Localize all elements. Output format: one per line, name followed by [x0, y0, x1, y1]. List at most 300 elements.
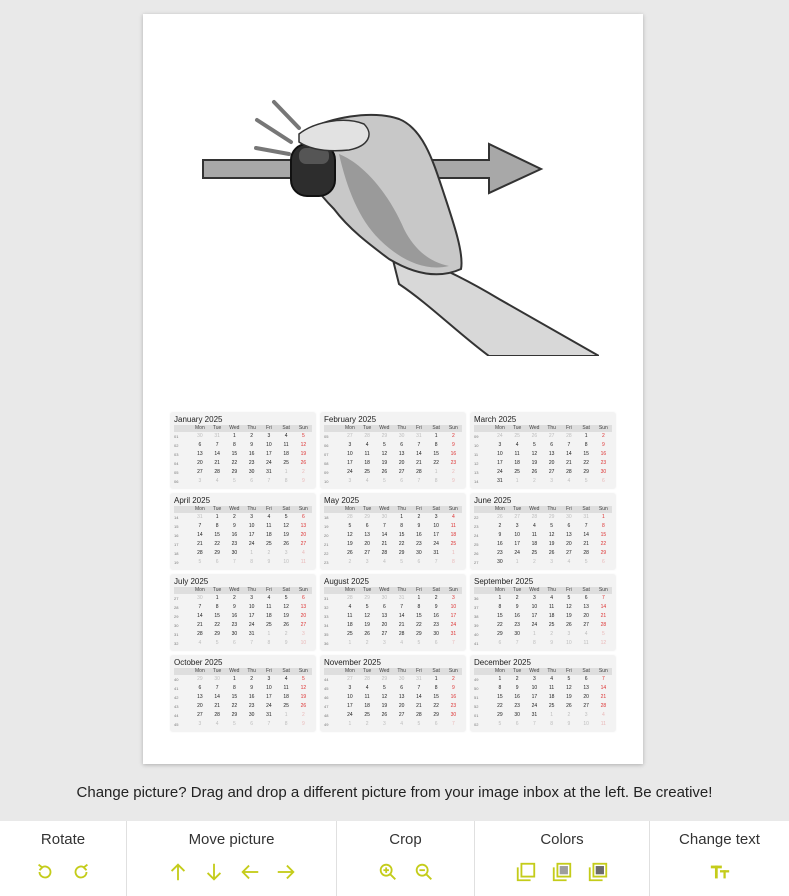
- week-row: [474, 459, 612, 468]
- day-cell: 8: [451, 559, 455, 565]
- day-cell: 27: [197, 712, 203, 718]
- day-cell: 29: [364, 514, 370, 520]
- day-cell: 19: [300, 694, 307, 700]
- day-cell: 9: [250, 442, 254, 448]
- week-number: 32: [174, 641, 179, 646]
- day-cell: 8: [250, 559, 254, 565]
- week-number: 05: [324, 434, 329, 439]
- week-number: 25: [474, 542, 479, 547]
- day-cell: 20: [364, 541, 370, 547]
- day-cell: 18: [514, 460, 520, 466]
- day-cell: 17: [450, 613, 457, 619]
- day-cell: 5: [198, 559, 202, 565]
- week-number: 38: [474, 614, 479, 619]
- day-cell: 19: [300, 451, 307, 457]
- day-cell: 31: [266, 712, 272, 718]
- day-cell: 18: [364, 460, 370, 466]
- day-cell: 24: [248, 622, 255, 628]
- week-row: [474, 603, 612, 612]
- day-cell: 7: [515, 640, 519, 646]
- day-cell: 13: [398, 451, 405, 457]
- week-row: [324, 432, 462, 441]
- day-cell: 6: [434, 640, 438, 646]
- weekday-header: Sat: [278, 506, 295, 513]
- day-cell: 2: [567, 712, 571, 718]
- weekday-header: Sun: [445, 668, 462, 675]
- week-number: 49: [474, 677, 479, 682]
- day-cell: 3: [532, 676, 536, 682]
- month-block: [471, 413, 615, 488]
- weekday-header: Sat: [428, 506, 445, 513]
- weekday-header: Tue: [359, 425, 376, 432]
- color-gray-frame-icon[interactable]: [549, 859, 575, 885]
- weekday-header: Sat: [578, 668, 595, 675]
- day-cell: 30: [566, 514, 572, 520]
- weekday-header: Thu: [243, 668, 260, 675]
- week-row: [174, 693, 312, 702]
- week-row: [474, 477, 612, 486]
- day-cell: 15: [398, 532, 405, 538]
- day-cell: 30: [197, 595, 203, 601]
- day-cell: 19: [283, 613, 289, 619]
- move-picture-group: [127, 821, 337, 896]
- day-cell: 8: [434, 478, 438, 484]
- day-cell: 12: [600, 640, 607, 646]
- day-cell: 11: [283, 685, 289, 691]
- day-cell: 15: [583, 451, 589, 457]
- day-cell: 5: [232, 721, 236, 727]
- week-number: 45: [174, 722, 179, 727]
- weekday-header: Tue: [359, 587, 376, 594]
- day-cell: 29: [548, 514, 555, 520]
- week-number: 40: [474, 632, 479, 637]
- day-cell: 6: [250, 721, 254, 727]
- weekday-header: Sun: [445, 587, 462, 594]
- day-cell: 6: [250, 478, 254, 484]
- day-cell: 2: [451, 676, 455, 682]
- day-cell: 2: [250, 433, 254, 439]
- day-cell: 7: [584, 523, 588, 529]
- day-cell: 22: [214, 541, 220, 547]
- day-cell: 19: [381, 460, 388, 466]
- weekday-header: Thu: [543, 587, 560, 594]
- week-row: [174, 432, 312, 441]
- change-text-label: Change text: [679, 831, 760, 848]
- day-cell: 21: [416, 460, 422, 466]
- color-white-frame-icon[interactable]: [513, 859, 539, 885]
- weekday-header: Thu: [243, 506, 260, 513]
- day-cell: 8: [267, 640, 271, 646]
- week-number-header: [474, 587, 491, 594]
- rotate-left-icon[interactable]: [32, 859, 58, 885]
- day-cell: 2: [434, 595, 438, 601]
- day-cell: 6: [365, 523, 369, 529]
- week-number: 04: [174, 461, 179, 466]
- day-cell: 17: [433, 532, 439, 538]
- week-number: 40: [174, 677, 179, 682]
- day-cell: 7: [215, 685, 219, 691]
- day-cell: 10: [450, 604, 457, 610]
- day-cell: 24: [497, 469, 503, 475]
- day-cell: 2: [515, 676, 519, 682]
- month-block: [171, 494, 315, 569]
- day-cell: 8: [215, 604, 219, 610]
- day-cell: 16: [450, 694, 457, 700]
- day-cell: 27: [300, 541, 307, 547]
- weekday-header: Tue: [509, 425, 526, 432]
- day-cell: 27: [583, 622, 589, 628]
- month-title: July 2025: [174, 577, 209, 586]
- day-cell: 24: [347, 469, 353, 475]
- day-cell: 5: [382, 685, 386, 691]
- day-cell: 3: [284, 550, 288, 556]
- day-cell: 8: [498, 685, 502, 691]
- day-cell: 14: [416, 694, 422, 700]
- day-cell: 11: [514, 451, 520, 457]
- day-cell: 27: [398, 712, 405, 718]
- day-cell: 1: [284, 469, 288, 475]
- day-cell: 3: [301, 631, 305, 637]
- day-cell: 6: [215, 559, 219, 565]
- week-number: 51: [474, 695, 479, 700]
- day-cell: 8: [434, 685, 438, 691]
- day-cell: 7: [198, 604, 202, 610]
- weekday-header: Wed: [526, 506, 543, 513]
- week-number: 06: [324, 443, 329, 448]
- week-number: 39: [474, 623, 479, 628]
- day-cell: 18: [266, 613, 272, 619]
- weekday-header: Mon: [491, 668, 508, 675]
- day-cell: 9: [451, 442, 455, 448]
- day-cell: 17: [347, 460, 353, 466]
- day-cell: 9: [434, 604, 438, 610]
- day-cell: 2: [232, 595, 236, 601]
- day-cell: 28: [416, 469, 422, 475]
- day-cell: 3: [348, 442, 352, 448]
- week-row: [174, 558, 312, 567]
- day-cell: 13: [300, 604, 307, 610]
- day-cell: 11: [283, 442, 289, 448]
- day-cell: 7: [567, 442, 571, 448]
- month-table: [174, 587, 312, 648]
- weekday-header: Wed: [376, 587, 393, 594]
- day-cell: 13: [398, 694, 405, 700]
- day-cell: 24: [497, 433, 503, 439]
- day-cell: 21: [214, 460, 220, 466]
- day-cell: 2: [451, 469, 455, 475]
- week-number: 45: [324, 686, 329, 691]
- week-number: 42: [174, 695, 179, 700]
- arrow-down-icon[interactable]: [201, 859, 227, 885]
- arrow-left-icon[interactable]: [237, 859, 263, 885]
- day-cell: 8: [434, 442, 438, 448]
- day-cell: 1: [434, 433, 438, 439]
- day-cell: 26: [548, 550, 555, 556]
- week-row: [474, 441, 612, 450]
- day-cell: 9: [550, 640, 554, 646]
- day-cell: 11: [549, 604, 555, 610]
- week-number: 21: [324, 542, 329, 547]
- day-cell: 1: [250, 550, 254, 556]
- week-number: 48: [324, 713, 329, 718]
- day-cell: 29: [583, 469, 589, 475]
- day-cell: 3: [250, 514, 254, 520]
- day-cell: 4: [567, 559, 571, 565]
- day-cell: 14: [381, 532, 388, 538]
- day-cell: 8: [601, 523, 605, 529]
- weekday-header: Sun: [445, 506, 462, 513]
- day-cell: 8: [498, 604, 502, 610]
- day-cell: 16: [416, 532, 422, 538]
- week-row: [324, 684, 462, 693]
- day-cell: 24: [433, 541, 439, 547]
- weekday-header: Mon: [191, 668, 208, 675]
- week-number: 50: [474, 686, 479, 691]
- day-cell: 28: [531, 514, 538, 520]
- weekday-header: Wed: [226, 668, 243, 675]
- day-cell: 16: [514, 694, 520, 700]
- arrow-up-icon[interactable]: [165, 859, 191, 885]
- weekday-header: Fri: [410, 587, 427, 594]
- rotate-right-icon[interactable]: [68, 859, 94, 885]
- day-cell: 24: [514, 550, 520, 556]
- day-cell: 5: [348, 523, 352, 529]
- day-cell: 15: [214, 532, 220, 538]
- day-cell: 22: [497, 622, 503, 628]
- week-number: 02: [474, 722, 479, 727]
- day-cell: 30: [433, 631, 439, 637]
- day-cell: 16: [450, 451, 457, 457]
- day-cell: 16: [433, 613, 439, 619]
- weekday-header: Tue: [359, 506, 376, 513]
- arrow-right-icon[interactable]: [273, 859, 299, 885]
- day-cell: 27: [583, 703, 589, 709]
- day-cell: 23: [497, 550, 503, 556]
- day-cell: 3: [267, 676, 271, 682]
- week-number: 44: [174, 713, 179, 718]
- day-cell: 26: [300, 460, 307, 466]
- day-cell: 9: [567, 721, 571, 727]
- day-cell: 4: [601, 712, 605, 718]
- day-cell: 28: [583, 550, 589, 556]
- week-number-header: [174, 668, 191, 675]
- day-cell: 5: [567, 676, 571, 682]
- week-row: [474, 513, 612, 522]
- day-cell: 5: [550, 523, 554, 529]
- day-cell: 11: [364, 694, 370, 700]
- day-cell: 3: [584, 712, 588, 718]
- day-cell: 11: [531, 532, 537, 538]
- day-cell: 2: [417, 514, 421, 520]
- day-cell: 17: [266, 694, 272, 700]
- day-cell: 25: [364, 712, 370, 718]
- week-row: [174, 675, 312, 684]
- weekday-header: Thu: [393, 587, 410, 594]
- day-cell: 26: [566, 622, 572, 628]
- week-row: [474, 468, 612, 477]
- day-cell: 15: [416, 613, 422, 619]
- week-row: [324, 594, 462, 603]
- day-cell: 19: [381, 703, 388, 709]
- day-cell: 11: [364, 451, 370, 457]
- month-block: [321, 413, 465, 488]
- day-cell: 14: [214, 451, 220, 457]
- day-cell: 1: [584, 433, 588, 439]
- day-cell: 16: [231, 532, 238, 538]
- day-cell: 9: [301, 721, 305, 727]
- day-cell: 9: [601, 442, 605, 448]
- month-title: December 2025: [474, 658, 531, 667]
- day-cell: 20: [583, 613, 589, 619]
- weekday-header: Sat: [578, 587, 595, 594]
- day-cell: 13: [381, 613, 388, 619]
- day-cell: 11: [266, 523, 272, 529]
- day-cell: 28: [197, 550, 203, 556]
- day-cell: 3: [267, 433, 271, 439]
- week-row: [174, 621, 312, 630]
- week-row: [474, 693, 612, 702]
- day-cell: 27: [566, 550, 572, 556]
- day-cell: 31: [497, 478, 503, 484]
- weekday-header: Thu: [543, 668, 560, 675]
- day-cell: 7: [267, 478, 271, 484]
- day-cell: 14: [566, 451, 572, 457]
- day-cell: 26: [364, 631, 370, 637]
- day-cell: 4: [400, 721, 404, 727]
- week-number: 34: [324, 623, 329, 628]
- day-cell: 22: [231, 460, 238, 466]
- day-cell: 9: [451, 685, 455, 691]
- weekday-header: Sat: [278, 425, 295, 432]
- day-cell: 30: [381, 595, 388, 601]
- week-number: 41: [174, 686, 179, 691]
- week-row: [474, 594, 612, 603]
- week-row: [474, 702, 612, 711]
- week-number-header: [474, 506, 491, 513]
- day-cell: 28: [381, 550, 388, 556]
- day-cell: 29: [497, 712, 503, 718]
- day-cell: 10: [566, 640, 572, 646]
- day-cell: 2: [348, 559, 352, 565]
- day-cell: 30: [514, 712, 520, 718]
- day-cell: 4: [284, 676, 288, 682]
- day-cell: 23: [416, 541, 422, 547]
- weekday-header: Mon: [191, 506, 208, 513]
- weekday-header: Thu: [543, 506, 560, 513]
- day-cell: 20: [398, 460, 405, 466]
- month-table: [474, 506, 612, 567]
- week-number: 11: [474, 452, 479, 457]
- day-cell: 30: [231, 550, 238, 556]
- day-cell: 25: [283, 703, 289, 709]
- day-cell: 12: [566, 685, 572, 691]
- week-number: 10: [324, 479, 329, 484]
- week-number: 05: [174, 470, 179, 475]
- day-cell: 31: [248, 631, 255, 637]
- day-cell: 30: [600, 469, 607, 475]
- day-cell: 22: [433, 460, 439, 466]
- day-cell: 30: [450, 712, 457, 718]
- zoom-in-icon[interactable]: [375, 859, 401, 885]
- day-cell: 19: [531, 460, 538, 466]
- week-row: [474, 522, 612, 531]
- day-cell: 28: [600, 703, 607, 709]
- day-cell: 23: [231, 541, 238, 547]
- day-cell: 1: [434, 469, 438, 475]
- day-cell: 7: [250, 640, 254, 646]
- week-number: 08: [324, 461, 329, 466]
- day-cell: 6: [584, 595, 588, 601]
- zoom-out-icon[interactable]: [411, 859, 437, 885]
- day-cell: 4: [567, 478, 571, 484]
- day-cell: 21: [197, 622, 203, 628]
- week-number-header: [324, 425, 341, 432]
- day-cell: 4: [198, 640, 202, 646]
- weekday-header: Sat: [578, 506, 595, 513]
- day-cell: 5: [382, 478, 386, 484]
- week-number: 29: [174, 614, 179, 619]
- day-cell: 26: [381, 469, 388, 475]
- month-block: [171, 656, 315, 731]
- day-cell: 17: [497, 460, 503, 466]
- hand-mouse-illustration[interactable]: [199, 94, 599, 356]
- day-cell: 15: [497, 613, 503, 619]
- day-cell: 6: [434, 721, 438, 727]
- day-cell: 1: [232, 433, 236, 439]
- month-block: [321, 494, 465, 569]
- day-cell: 26: [283, 541, 289, 547]
- weekday-header: Sun: [295, 506, 312, 513]
- color-dark-frame-icon[interactable]: [585, 859, 611, 885]
- day-cell: 31: [433, 550, 439, 556]
- day-cell: 6: [550, 442, 554, 448]
- week-row: [324, 450, 462, 459]
- day-cell: 25: [450, 541, 457, 547]
- day-cell: 12: [300, 685, 307, 691]
- editor-toolbar: [0, 821, 789, 896]
- day-cell: 12: [548, 532, 555, 538]
- day-cell: 23: [433, 622, 439, 628]
- week-row: [174, 711, 312, 720]
- month-table: [474, 668, 612, 729]
- weekday-header: Fri: [560, 425, 577, 432]
- day-cell: 10: [531, 604, 538, 610]
- text-size-icon[interactable]: [707, 859, 733, 885]
- day-cell: 3: [567, 631, 571, 637]
- month-table: [174, 668, 312, 729]
- day-cell: 20: [300, 613, 307, 619]
- weekday-header: Mon: [341, 506, 358, 513]
- day-cell: 17: [514, 541, 520, 547]
- day-cell: 9: [451, 478, 455, 484]
- day-cell: 23: [450, 460, 457, 466]
- week-number: 19: [174, 560, 179, 565]
- week-row: [174, 639, 312, 648]
- month-block: [471, 575, 615, 650]
- weekday-header: Sat: [428, 425, 445, 432]
- day-cell: 4: [532, 523, 536, 529]
- day-cell: 13: [364, 532, 370, 538]
- day-cell: 29: [231, 712, 238, 718]
- weekday-header: Mon: [191, 425, 208, 432]
- day-cell: 27: [548, 433, 555, 439]
- day-cell: 28: [416, 712, 422, 718]
- month-table: [324, 506, 462, 567]
- weekday-header: Wed: [376, 506, 393, 513]
- motion-lines: [256, 102, 299, 154]
- weekday-header: Mon: [341, 425, 358, 432]
- weekday-header: Tue: [509, 506, 526, 513]
